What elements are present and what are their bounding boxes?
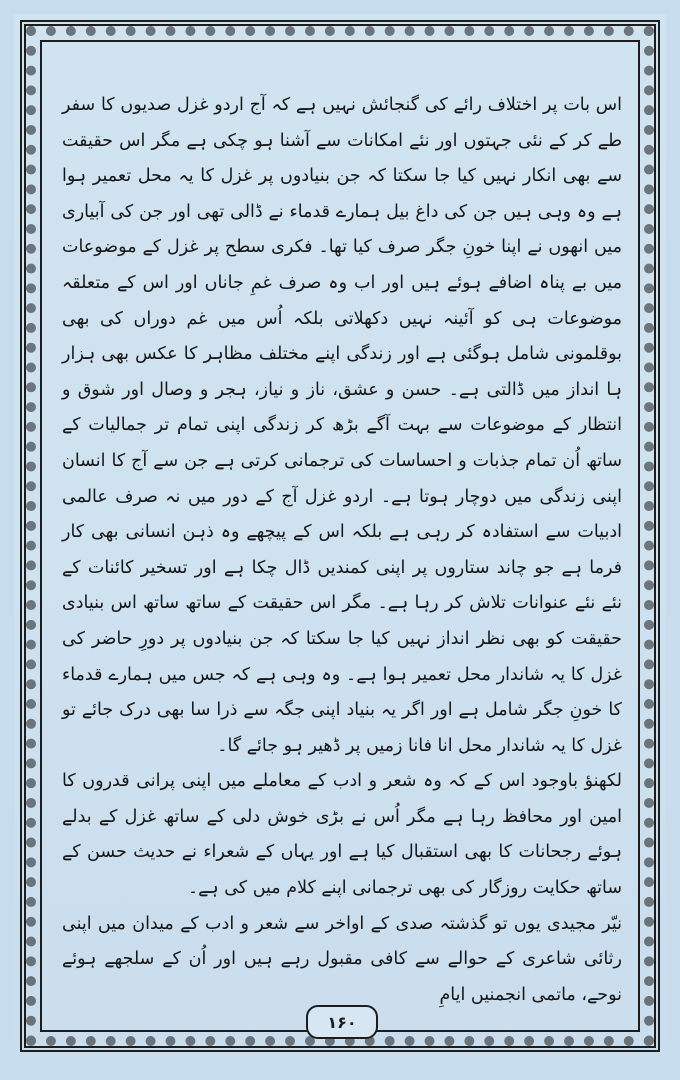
page-number: ۱۶۰ bbox=[306, 1005, 378, 1039]
body-text bbox=[62, 88, 622, 1013]
paragraph-2: لکھنؤ باوجود اس کے کہ وہ شعر و ادب کے معاملے میں اپنی پرانی قدروں کا امین اور محافظ رہا ہے مگر اُس نے بڑی خوش دلی کے ساتھ غزل کے بدلے ہوئے رجحانات کا بھی استقبال کیا ہے اور یہاں کے شعراء نے حدیث حسن کے ساتھ حکایت روزگار کی بھی ترجمانی اپنے کلام میں کی ہے۔ bbox=[62, 771, 622, 899]
paragraph-1: اس بات پر اختلاف رائے کی گنجائش نہیں ہے کہ آج اردو غزل صدیوں کا سفر طے کر کے نئی جہتوں اور نئے امکانات سے آشنا ہو چکی ہے مگر اس حقیقت سے بھی انکار نہیں کیا جا سکتا کہ جن بنیادوں پر غزل کا یہ محل تعمیر ہوا ہے وہ وہی ہیں جن کی داغ بیل ہمارے قدماء نے ڈالی تھی اور جن کی آبیاری میں انھوں نے اپنا خونِ جگر صرف کیا تھا۔ فکری سطح پر غزل کے موضوعات میں بے پناہ اضافے ہوئے ہیں اور اب وہ صرف غمِ جاناں اور اس کے متعلقہ موضوعات ہی کو آئینہ نہیں دکھلاتی بلکہ اُس میں غم دوراں کی بھی بوقلمونی شامل ہوگئی ہے اور زندگی اپنے مختلف مظاہر کا عکس بھی ہزار ہا انداز میں ڈالتی ہے۔ حسن و عشق، ناز و نیاز، ہجر و وصال اور شوق و انتظار کے موضوعات سے بہت آگے بڑھ کر زندگی اپنی تمام تر جمالیات کے ساتھ اُن تمام جذبات و احساسات کی ترجمانی کرتی ہے جن سے آج کا انسان اپنی زندگی میں دوچار ہوتا ہے۔ اردو غزل آج کے دور میں نہ صرف عالمی ادبیات سے استفادہ کر رہی ہے بلکہ اس کے پیچھے وہ ذہن انسانی بھی کار فرما ہے جو چاند ستاروں پر اپنی کمندیں ڈال چکا ہے اور تسخیر کائنات کے نئے نئے عنوانات تلاش کر رہا ہے۔ مگر اس حقیقت کے ساتھ ساتھ اس بنیادی حقیقت کو بھی نظر انداز نہیں کیا جا سکتا کہ جن بنیادوں پر دورِ حاضر کی غزل کا یہ شاندار محل تعمیر ہوا ہے۔ وہ وہی ہے کہ جس میں ہمارے قدماء کا خونِ جگر شامل ہے اور اگر یہ بنیاد اپنی جگہ سے ذرا سا بھی درک جائے تو غزل کا یہ شاندار محل انا فانا زمیں پر ڈھیر ہو جائے گا۔ bbox=[62, 95, 622, 756]
paragraph-3: نیّر مجیدی یوں تو گذشتہ صدی کے اواخر سے شعر و ادب کے میدان میں اپنی رثائی شاعری کے حوالے سے کافی مقبول رہے ہیں اور اُن کے سلجھے ہوئے نوحے، ماتمی انجمنیں ایامِ bbox=[62, 913, 622, 1005]
